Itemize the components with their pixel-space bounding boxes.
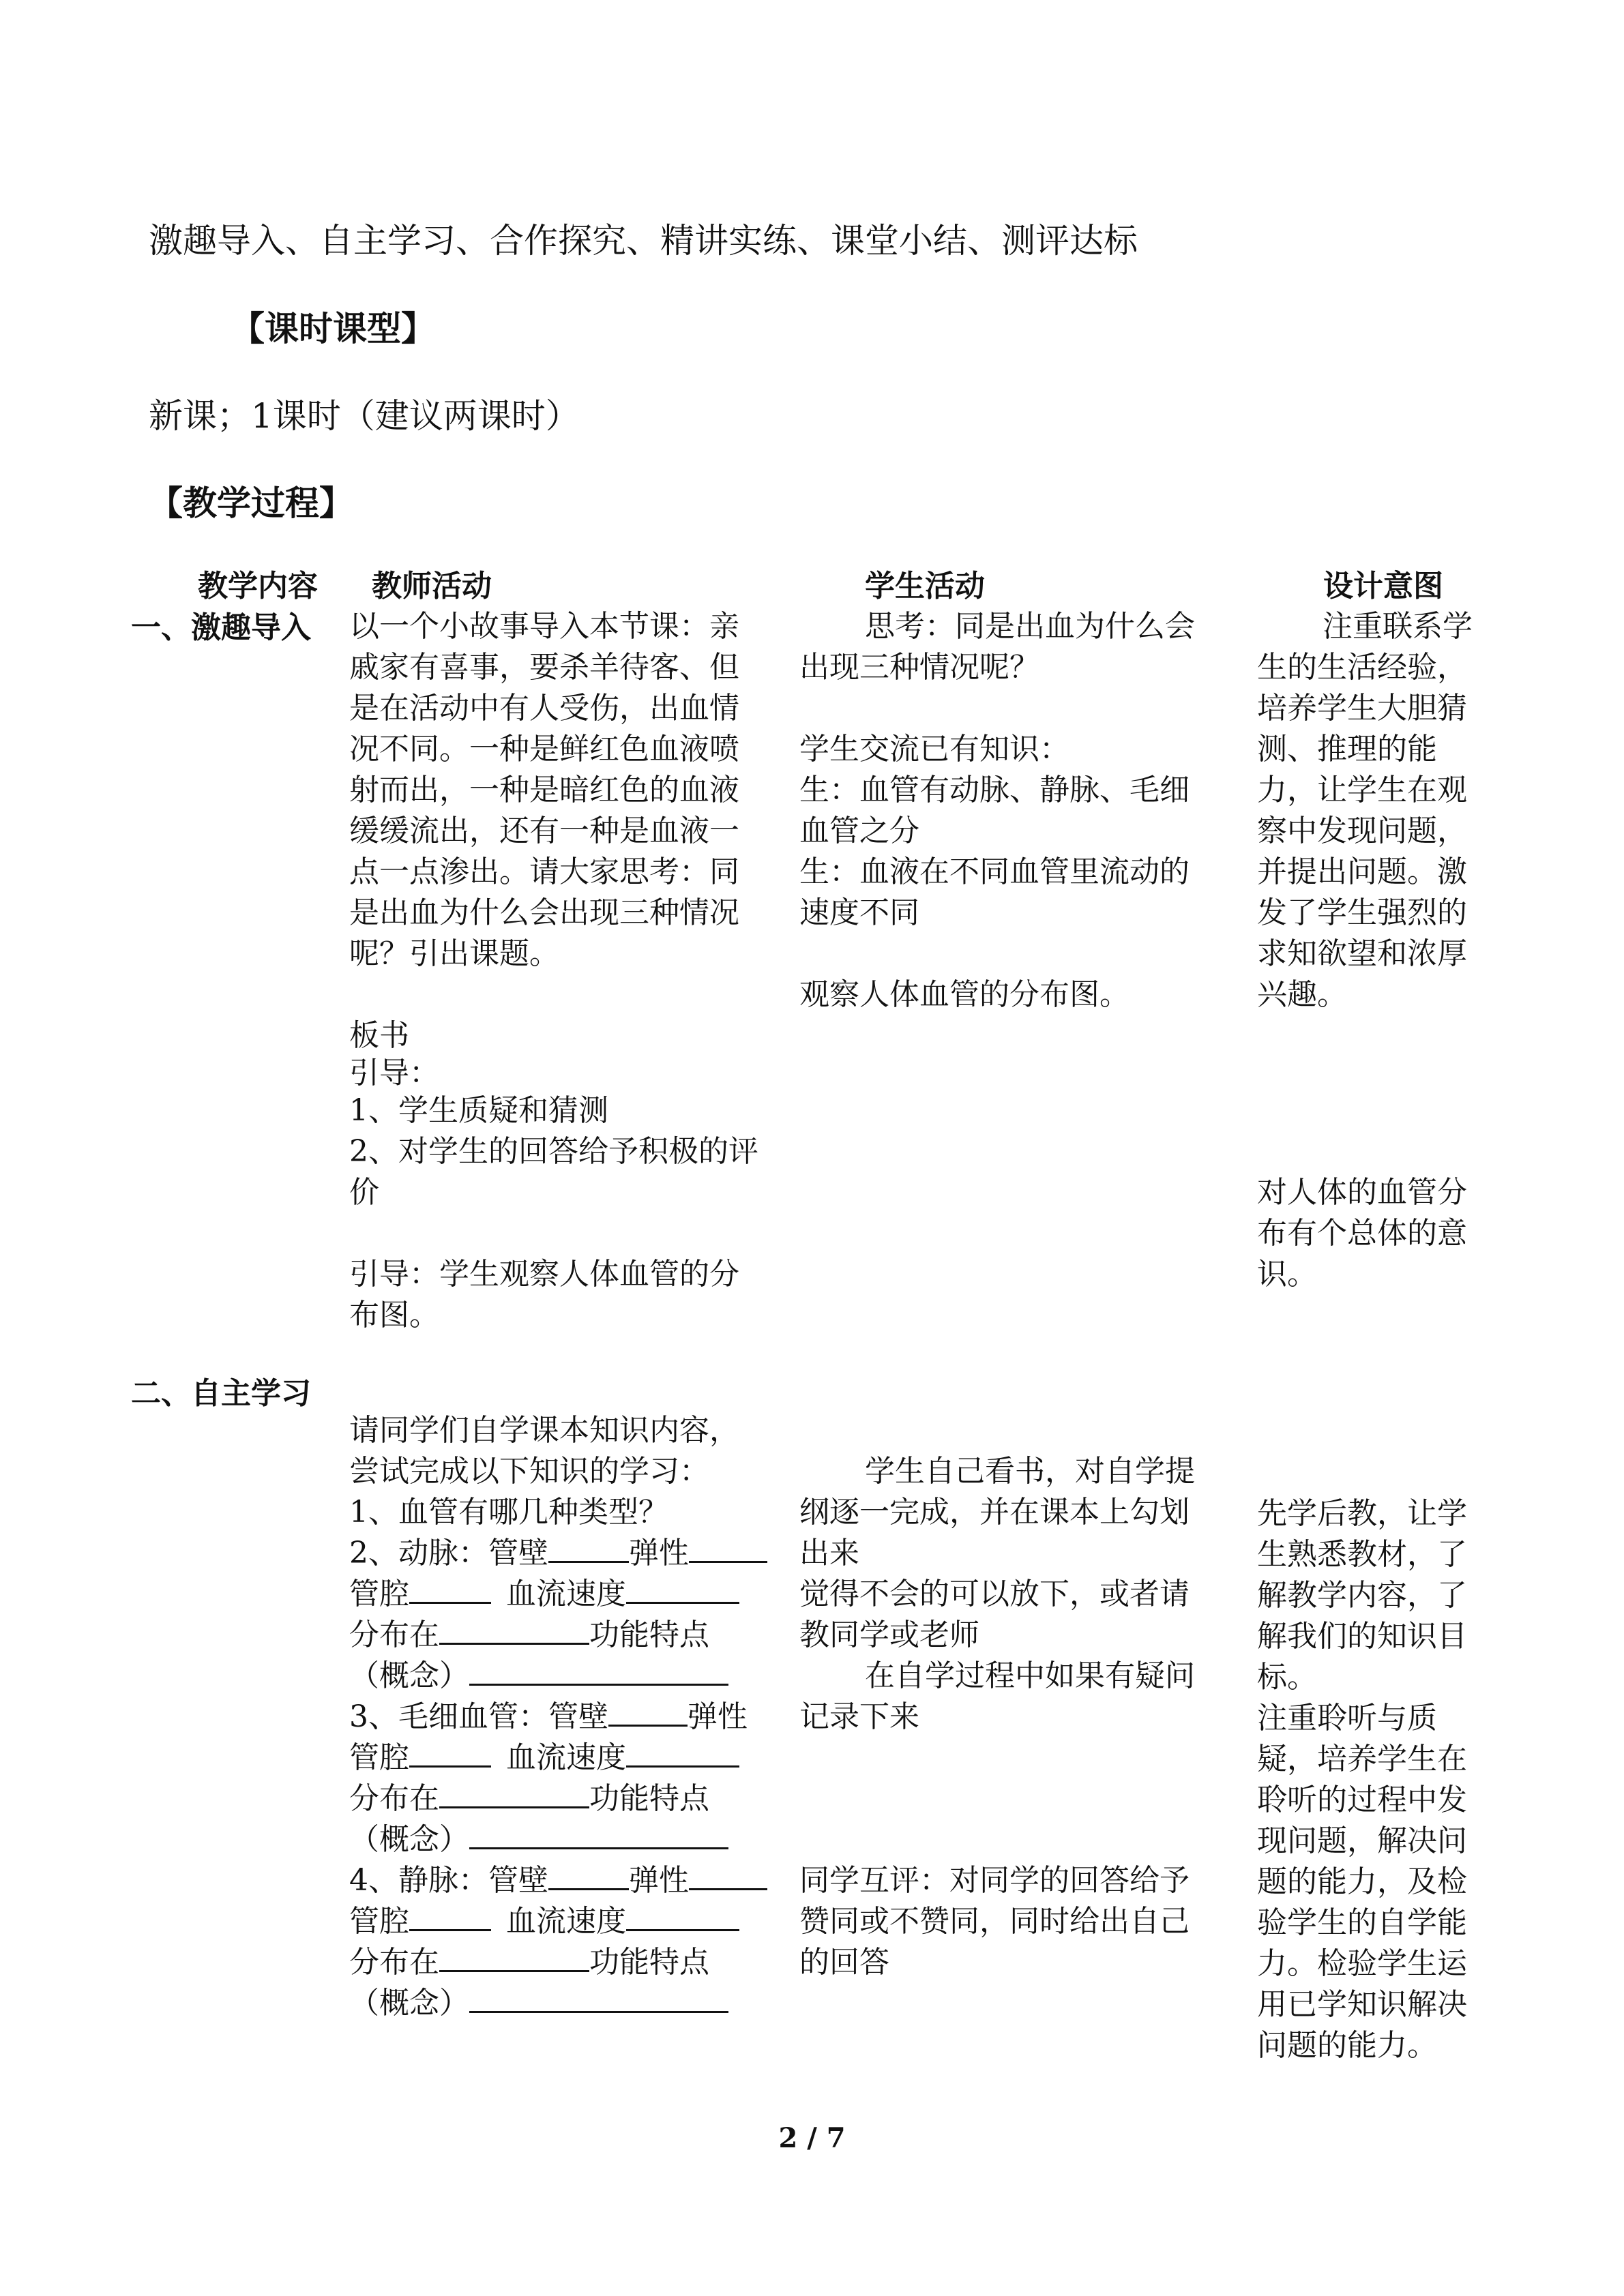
- label: 弹性: [688, 1699, 748, 1734]
- text-line: 戚家有喜事，要杀羊待客、但: [349, 650, 739, 685]
- blank-field: [409, 1575, 491, 1604]
- course-type-heading: 【课时课型】: [231, 308, 435, 348]
- label: 分布在: [349, 1945, 439, 1980]
- label: 4、静脉：管壁: [349, 1863, 548, 1898]
- text-line: 赞同或不赞同，同时给出自己: [799, 1904, 1190, 1939]
- text-line: 学生交流已有知识：: [799, 732, 1069, 766]
- text-line: 并提出问题。激: [1257, 854, 1467, 889]
- text-line: 1、血管有哪几种类型？: [349, 1495, 668, 1530]
- text-line: 呢？引出课题。: [349, 936, 559, 971]
- blank-field: [439, 1615, 589, 1645]
- header-student: 学生活动: [865, 569, 985, 603]
- blank-field: [469, 1820, 728, 1849]
- text-line: 速度不同: [799, 895, 919, 930]
- text-line: 价: [349, 1175, 379, 1210]
- text-line: 培养学生大胆猜: [1257, 691, 1467, 726]
- text-line: 注重联系学: [1323, 609, 1473, 644]
- text-line: 出现三种情况呢？: [799, 650, 1039, 685]
- label: （概念）: [349, 1986, 469, 2021]
- label: 管腔: [349, 1740, 409, 1775]
- process-heading: 【教学过程】: [149, 483, 353, 523]
- text-line: 点一点渗出。请大家思考：同: [349, 854, 739, 889]
- section-title-2: 二、自主学习: [131, 1376, 311, 1411]
- text-line: 教同学或老师: [799, 1617, 979, 1652]
- fill-line: [349, 1615, 709, 1656]
- text-line: 疑，培养学生在: [1257, 1742, 1467, 1776]
- label: （概念）: [349, 1822, 469, 1857]
- text-line: 请同学们自学课本知识内容，: [349, 1413, 739, 1448]
- text-line: 现问题，解决问: [1257, 1823, 1467, 1858]
- text-line: 解我们的知识目: [1257, 1619, 1467, 1654]
- blank-field: [689, 1861, 767, 1890]
- fill-line: [349, 1942, 709, 1983]
- text-line: 求知欲望和浓厚: [1257, 936, 1467, 971]
- blank-field: [439, 1943, 589, 1972]
- text-line: 问题的能力。: [1257, 2028, 1437, 2063]
- text-line: 测、推理的能: [1257, 732, 1437, 766]
- text-line: 注重聆听与质: [1257, 1701, 1437, 1735]
- blank-field: [689, 1534, 767, 1563]
- text-line: 标。: [1257, 1660, 1317, 1695]
- label: （概念）: [349, 1658, 469, 1693]
- blank-field: [469, 1656, 728, 1686]
- text-line: 生：血管有动脉、静脉、毛细: [799, 773, 1190, 807]
- text-line: 布图。: [349, 1298, 439, 1332]
- text-line: 射而出，一种是暗红色的血液: [349, 773, 739, 807]
- text-line: 生熟悉教材，了: [1257, 1537, 1467, 1572]
- label: 分布在: [349, 1781, 439, 1816]
- text-line: 是在活动中有人受伤，出血情: [349, 691, 739, 726]
- section-title-1: 一、激趣导入: [131, 610, 311, 645]
- text-line: 生的生活经验，: [1257, 650, 1467, 685]
- label: 弹性: [629, 1536, 689, 1570]
- label: 血流速度: [506, 1740, 626, 1775]
- blank-field: [548, 1534, 629, 1563]
- label: 管腔: [349, 1904, 409, 1939]
- header-teacher: 教师活动: [372, 569, 492, 603]
- fill-line: [349, 1778, 709, 1819]
- text-line: 思考：同是出血为什么会: [865, 609, 1195, 644]
- label: 功能特点: [589, 1945, 709, 1980]
- text-line: 觉得不会的可以放下，或者请: [799, 1577, 1190, 1611]
- fill-line: [349, 1860, 767, 1901]
- text-line: 板书: [349, 1018, 409, 1053]
- fill-line: [349, 1819, 728, 1860]
- text-line: 血管之分: [799, 814, 919, 848]
- blank-field: [626, 1902, 739, 1931]
- fill-line: [349, 1574, 739, 1615]
- text-line: 聆听的过程中发: [1257, 1783, 1467, 1817]
- text-line: 学生自己看书，对自学提: [865, 1454, 1195, 1489]
- text-line: 记录下来: [799, 1699, 919, 1734]
- header-intent: 设计意图: [1323, 569, 1443, 603]
- label: 血流速度: [506, 1904, 626, 1939]
- text-line: 出来: [799, 1536, 859, 1570]
- text-line: 2、对学生的回答给予积极的评: [349, 1134, 758, 1169]
- blank-field: [469, 1984, 728, 2013]
- label: 3、毛细血管：管壁: [349, 1699, 608, 1734]
- text-line: 同学互评：对同学的回答给予: [799, 1863, 1190, 1898]
- fill-line: [349, 1656, 728, 1697]
- fill-line: [349, 1901, 739, 1942]
- label: 功能特点: [589, 1617, 709, 1652]
- blank-field: [409, 1902, 491, 1931]
- text-line: 布有个总体的意: [1257, 1216, 1467, 1251]
- text-line: 在自学过程中如果有疑问: [865, 1658, 1195, 1693]
- text-line: 观察人体血管的分布图。: [799, 977, 1130, 1012]
- label: 管腔: [349, 1577, 409, 1611]
- text-line: 尝试完成以下知识的学习：: [349, 1454, 709, 1489]
- label: 分布在: [349, 1617, 439, 1652]
- text-line: 引导：: [349, 1056, 439, 1090]
- text-line: 引导：学生观察人体血管的分: [349, 1257, 739, 1292]
- text-line: 缓缓流出，还有一种是血液一: [349, 814, 739, 848]
- text-line: 况不同。一种是鲜红色血液喷: [349, 732, 739, 766]
- text-line: 识。: [1257, 1257, 1317, 1292]
- text-line: 纲逐一完成，并在课本上勾划: [799, 1495, 1190, 1530]
- text-line: 解教学内容，了: [1257, 1578, 1467, 1613]
- blank-field: [548, 1861, 629, 1890]
- blank-field: [439, 1779, 589, 1808]
- label: 2、动脉：管壁: [349, 1536, 548, 1570]
- text-line: 察中发现问题，: [1257, 814, 1467, 848]
- text-line: 用已学知识解决: [1257, 1987, 1467, 2022]
- header-content: 教学内容: [198, 569, 318, 603]
- fill-line: [349, 1738, 739, 1778]
- text-line: 力。检验学生运: [1257, 1946, 1467, 1981]
- blank-field: [626, 1575, 739, 1604]
- text-line: 先学后教，让学: [1257, 1496, 1467, 1531]
- label: 功能特点: [589, 1781, 709, 1816]
- intro-line: 激趣导入、自主学习、合作探究、精讲实练、课堂小结、测评达标: [149, 221, 1138, 260]
- text-line: 力，让学生在观: [1257, 773, 1467, 807]
- fill-line: [349, 1533, 767, 1574]
- text-line: 1、学生质疑和猜测: [349, 1093, 608, 1128]
- text-line: 题的能力，及检: [1257, 1864, 1467, 1899]
- text-line: 兴趣。: [1257, 977, 1347, 1012]
- text-line: 的回答: [799, 1945, 889, 1980]
- blank-field: [409, 1738, 491, 1768]
- course-type-text: 新课；1课时（建议两课时）: [149, 396, 580, 436]
- text-line: 是出血为什么会出现三种情况: [349, 895, 739, 930]
- text-line: 验学生的自学能: [1257, 1905, 1467, 1940]
- fill-line: [349, 1697, 748, 1738]
- text-line: 以一个小故事导入本节课：亲: [349, 609, 739, 644]
- blank-field: [626, 1738, 739, 1768]
- text-line: 发了学生强烈的: [1257, 895, 1467, 930]
- label: 血流速度: [506, 1577, 626, 1611]
- text-line: 对人体的血管分: [1257, 1175, 1467, 1210]
- page-number: 2 / 7: [778, 2122, 846, 2154]
- blank-field: [608, 1697, 688, 1727]
- text-line: 生：血液在不同血管里流动的: [799, 854, 1190, 889]
- fill-line: [349, 1983, 728, 2024]
- label: 弹性: [629, 1863, 689, 1898]
